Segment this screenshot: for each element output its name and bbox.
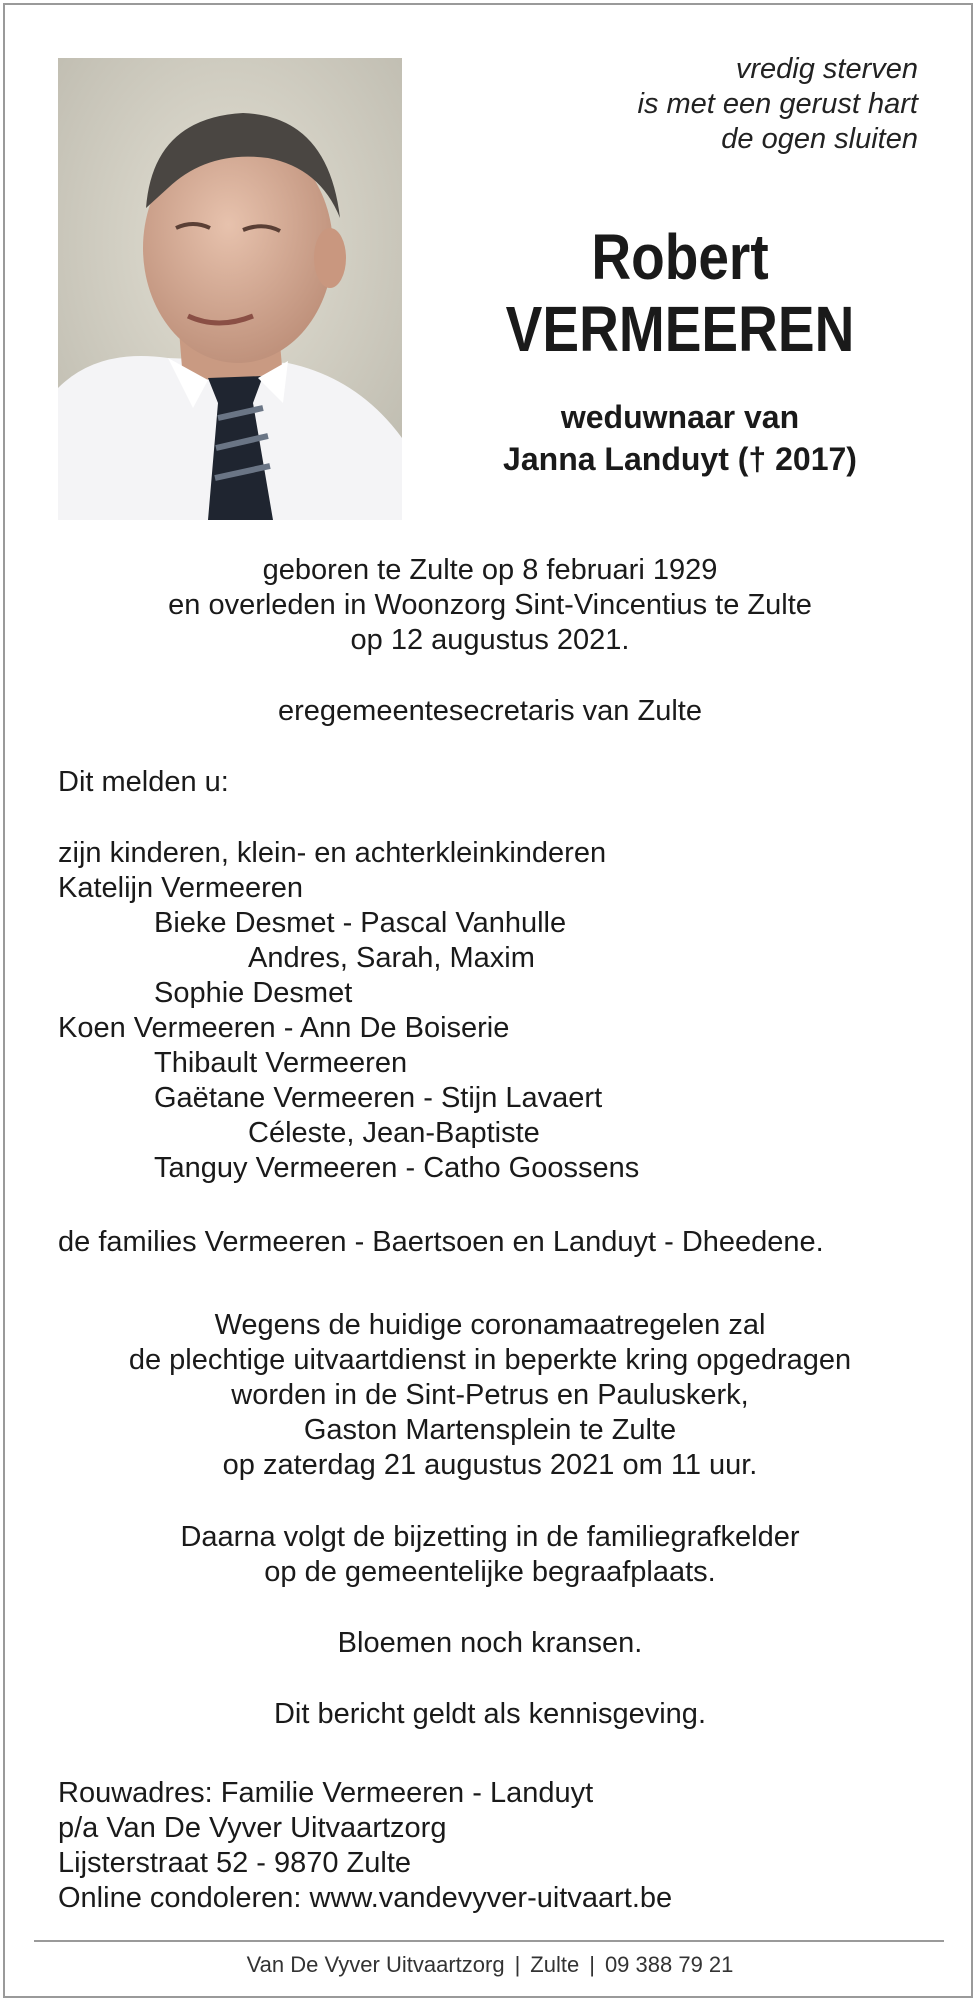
birth-death-line: geboren te Zulte op 8 februari 1929	[262, 554, 718, 586]
ceremony-line: Gaston Martensplein te Zulte	[303, 1414, 677, 1446]
family-member: Andres, Sarah, Maxim	[248, 942, 535, 974]
spouse-line: Janna Landuyt († 2017)	[503, 441, 857, 477]
address-line: Lijsterstraat 52 - 9870 Zulte	[58, 1847, 412, 1879]
ceremony-line: op zaterdag 21 augustus 2021 om 11 uur.	[222, 1449, 758, 1481]
poem-line: vredig sterven	[735, 53, 918, 85]
spouse-line: weduwnaar van	[560, 399, 800, 435]
poem	[418, 52, 918, 157]
family-member: Katelijn Vermeeren	[58, 872, 304, 904]
family-member: Céleste, Jean-Baptiste	[248, 1117, 540, 1149]
notice-note: Dit bericht geldt als kennisgeving.	[273, 1698, 706, 1730]
honorary-title: eregemeentesecretaris van Zulte	[278, 695, 702, 727]
portrait-illustration	[58, 58, 402, 520]
family-member: Gaëtane Vermeeren - Stijn Lavaert	[154, 1082, 603, 1114]
ceremony-line: worden in de Sint-Petrus en Pauluskerk,	[231, 1379, 749, 1411]
families-line: de families Vermeeren - Baertsoen en Landuyt - Dheedene.	[58, 1226, 824, 1258]
footer-separator: |	[514, 1952, 521, 1977]
flowers-note: Bloemen noch kransen.	[337, 1627, 643, 1659]
portrait-photo	[58, 58, 402, 520]
footer-divider	[34, 1940, 944, 1942]
condolence-link[interactable]: Online condoleren: www.vandevyver-uitvaart.be	[58, 1882, 673, 1914]
address-block	[58, 1776, 918, 1916]
spouse-info	[450, 396, 910, 480]
family-member: Bieke Desmet - Pascal Vanhulle	[154, 907, 567, 939]
footer-phone: 09 388 79 21	[604, 1952, 734, 1977]
ceremony-line: de plechtige uitvaartdienst in beperkte kring opgedragen	[128, 1344, 852, 1376]
family-member: Koen Vermeeren - Ann De Boiserie	[58, 1012, 510, 1044]
footer-city: Zulte	[530, 1952, 580, 1977]
burial-line: Daarna volgt de bijzetting in de familiegrafkelder	[180, 1521, 800, 1553]
address-line: p/a Van De Vyver Uitvaartzorg	[58, 1812, 447, 1844]
poem-line: is met een gerust hart	[637, 88, 918, 120]
deceased-last-name: VERMEEREN	[505, 293, 855, 365]
announcement: Dit melden u:	[58, 766, 229, 798]
birth-death-line: en overleden in Woonzorg Sint-Vincentius te Zulte	[168, 589, 812, 621]
family-member: Thibault Vermeeren	[154, 1047, 408, 1079]
ceremony-line: Wegens de huidige coronamaatregelen zal	[214, 1309, 766, 1341]
burial-info	[60, 1520, 920, 1590]
footer	[0, 1948, 980, 1982]
address-line: Rouwadres: Familie Vermeeren - Landuyt	[58, 1777, 594, 1809]
birth-death-line: op 12 augustus 2021.	[350, 624, 630, 656]
family-member: Tanguy Vermeeren - Catho Goossens	[154, 1152, 640, 1184]
poem-line: de ogen sluiten	[721, 123, 918, 155]
ceremony-info	[60, 1308, 920, 1483]
footer-separator: |	[589, 1952, 595, 1977]
family-list	[58, 836, 918, 1186]
family-heading: zijn kinderen, klein- en achterkleinkinderen	[58, 837, 607, 869]
family-member: Sophie Desmet	[154, 977, 353, 1009]
birth-death-info	[60, 553, 920, 658]
deceased-first-name: Robert	[591, 221, 769, 293]
footer-company: Van De Vyver Uitvaartzorg	[246, 1952, 505, 1977]
burial-line: op de gemeentelijke begraafplaats.	[264, 1556, 716, 1588]
